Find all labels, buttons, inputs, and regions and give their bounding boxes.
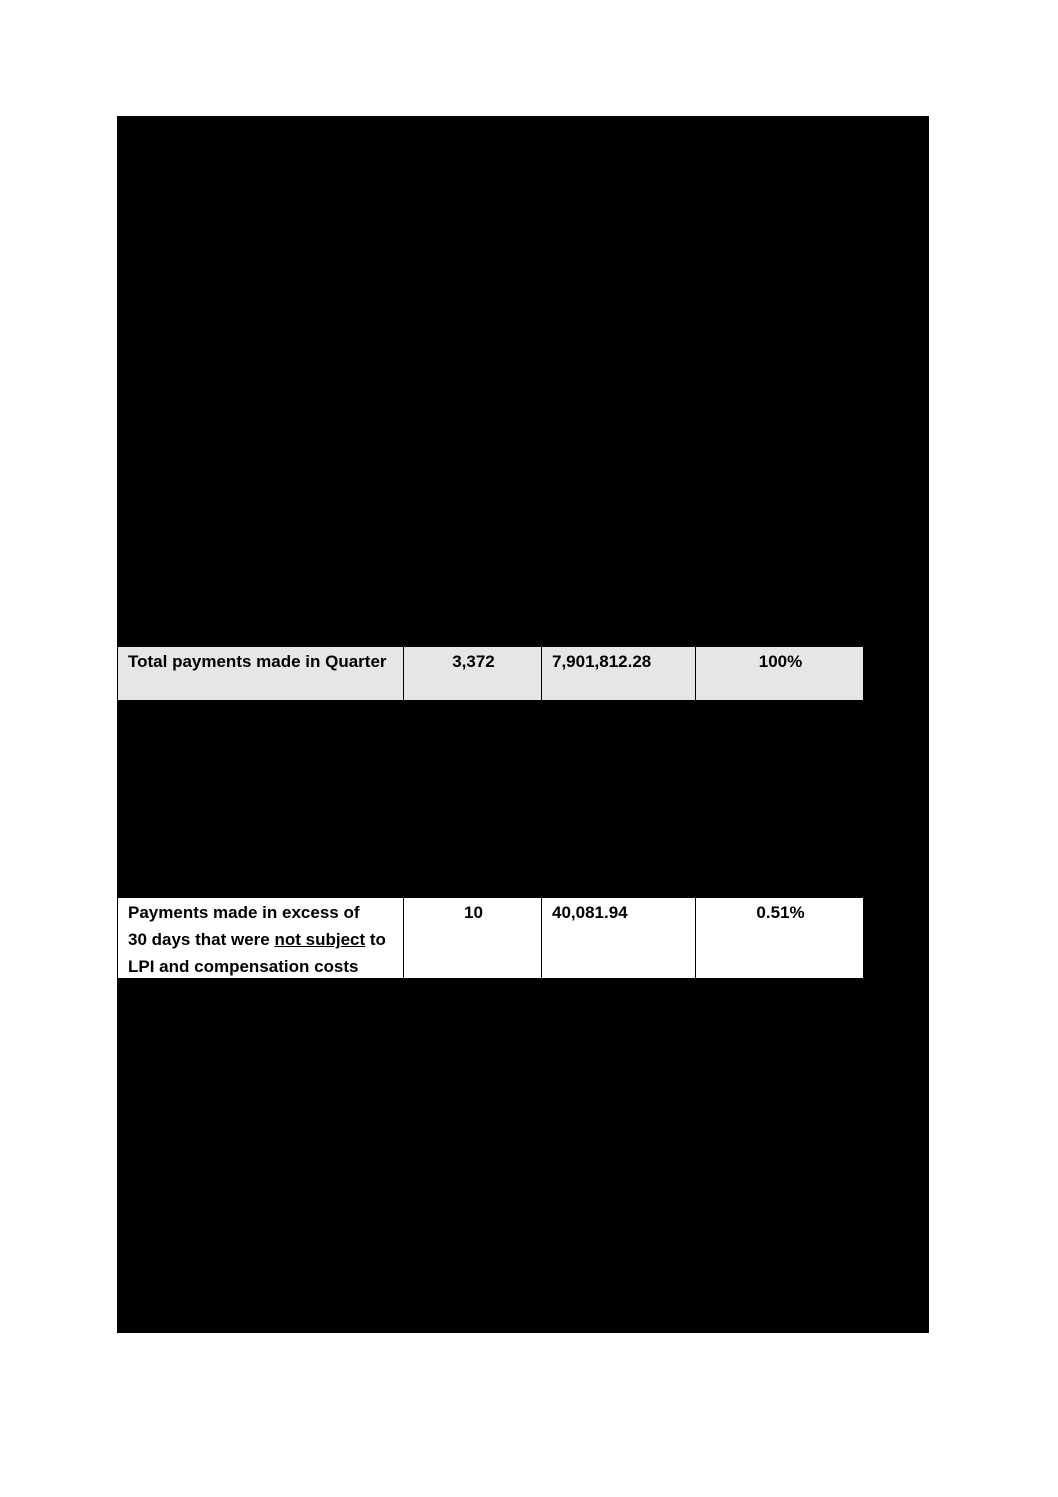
excess-payments-label: [117, 897, 404, 979]
table-row-excess-payments: [117, 897, 864, 979]
redacted-content-block: [117, 116, 929, 1333]
excess-payments-percent: 0.51%: [695, 897, 864, 979]
excess-payments-count: 10: [403, 897, 542, 979]
excess-payments-amount: 40,081.94: [541, 897, 696, 979]
excess-label-line-2-pre: 30 days that were: [128, 930, 275, 949]
total-payments-amount: 7,901,812.28: [541, 646, 696, 701]
excess-label-line-2-post: to: [365, 930, 386, 949]
total-payments-count: 3,372: [403, 646, 542, 701]
total-payments-percent: 100%: [695, 646, 864, 701]
table-row-total-payments: [117, 646, 864, 701]
total-payments-label: Total payments made in Quarter: [117, 646, 404, 701]
excess-label-line-3: LPI and compensation costs: [128, 957, 359, 976]
excess-label-line-2: [128, 926, 395, 953]
excess-label-not-subject: not subject: [274, 930, 366, 949]
excess-label-line-1: Payments made in excess of: [128, 903, 360, 922]
